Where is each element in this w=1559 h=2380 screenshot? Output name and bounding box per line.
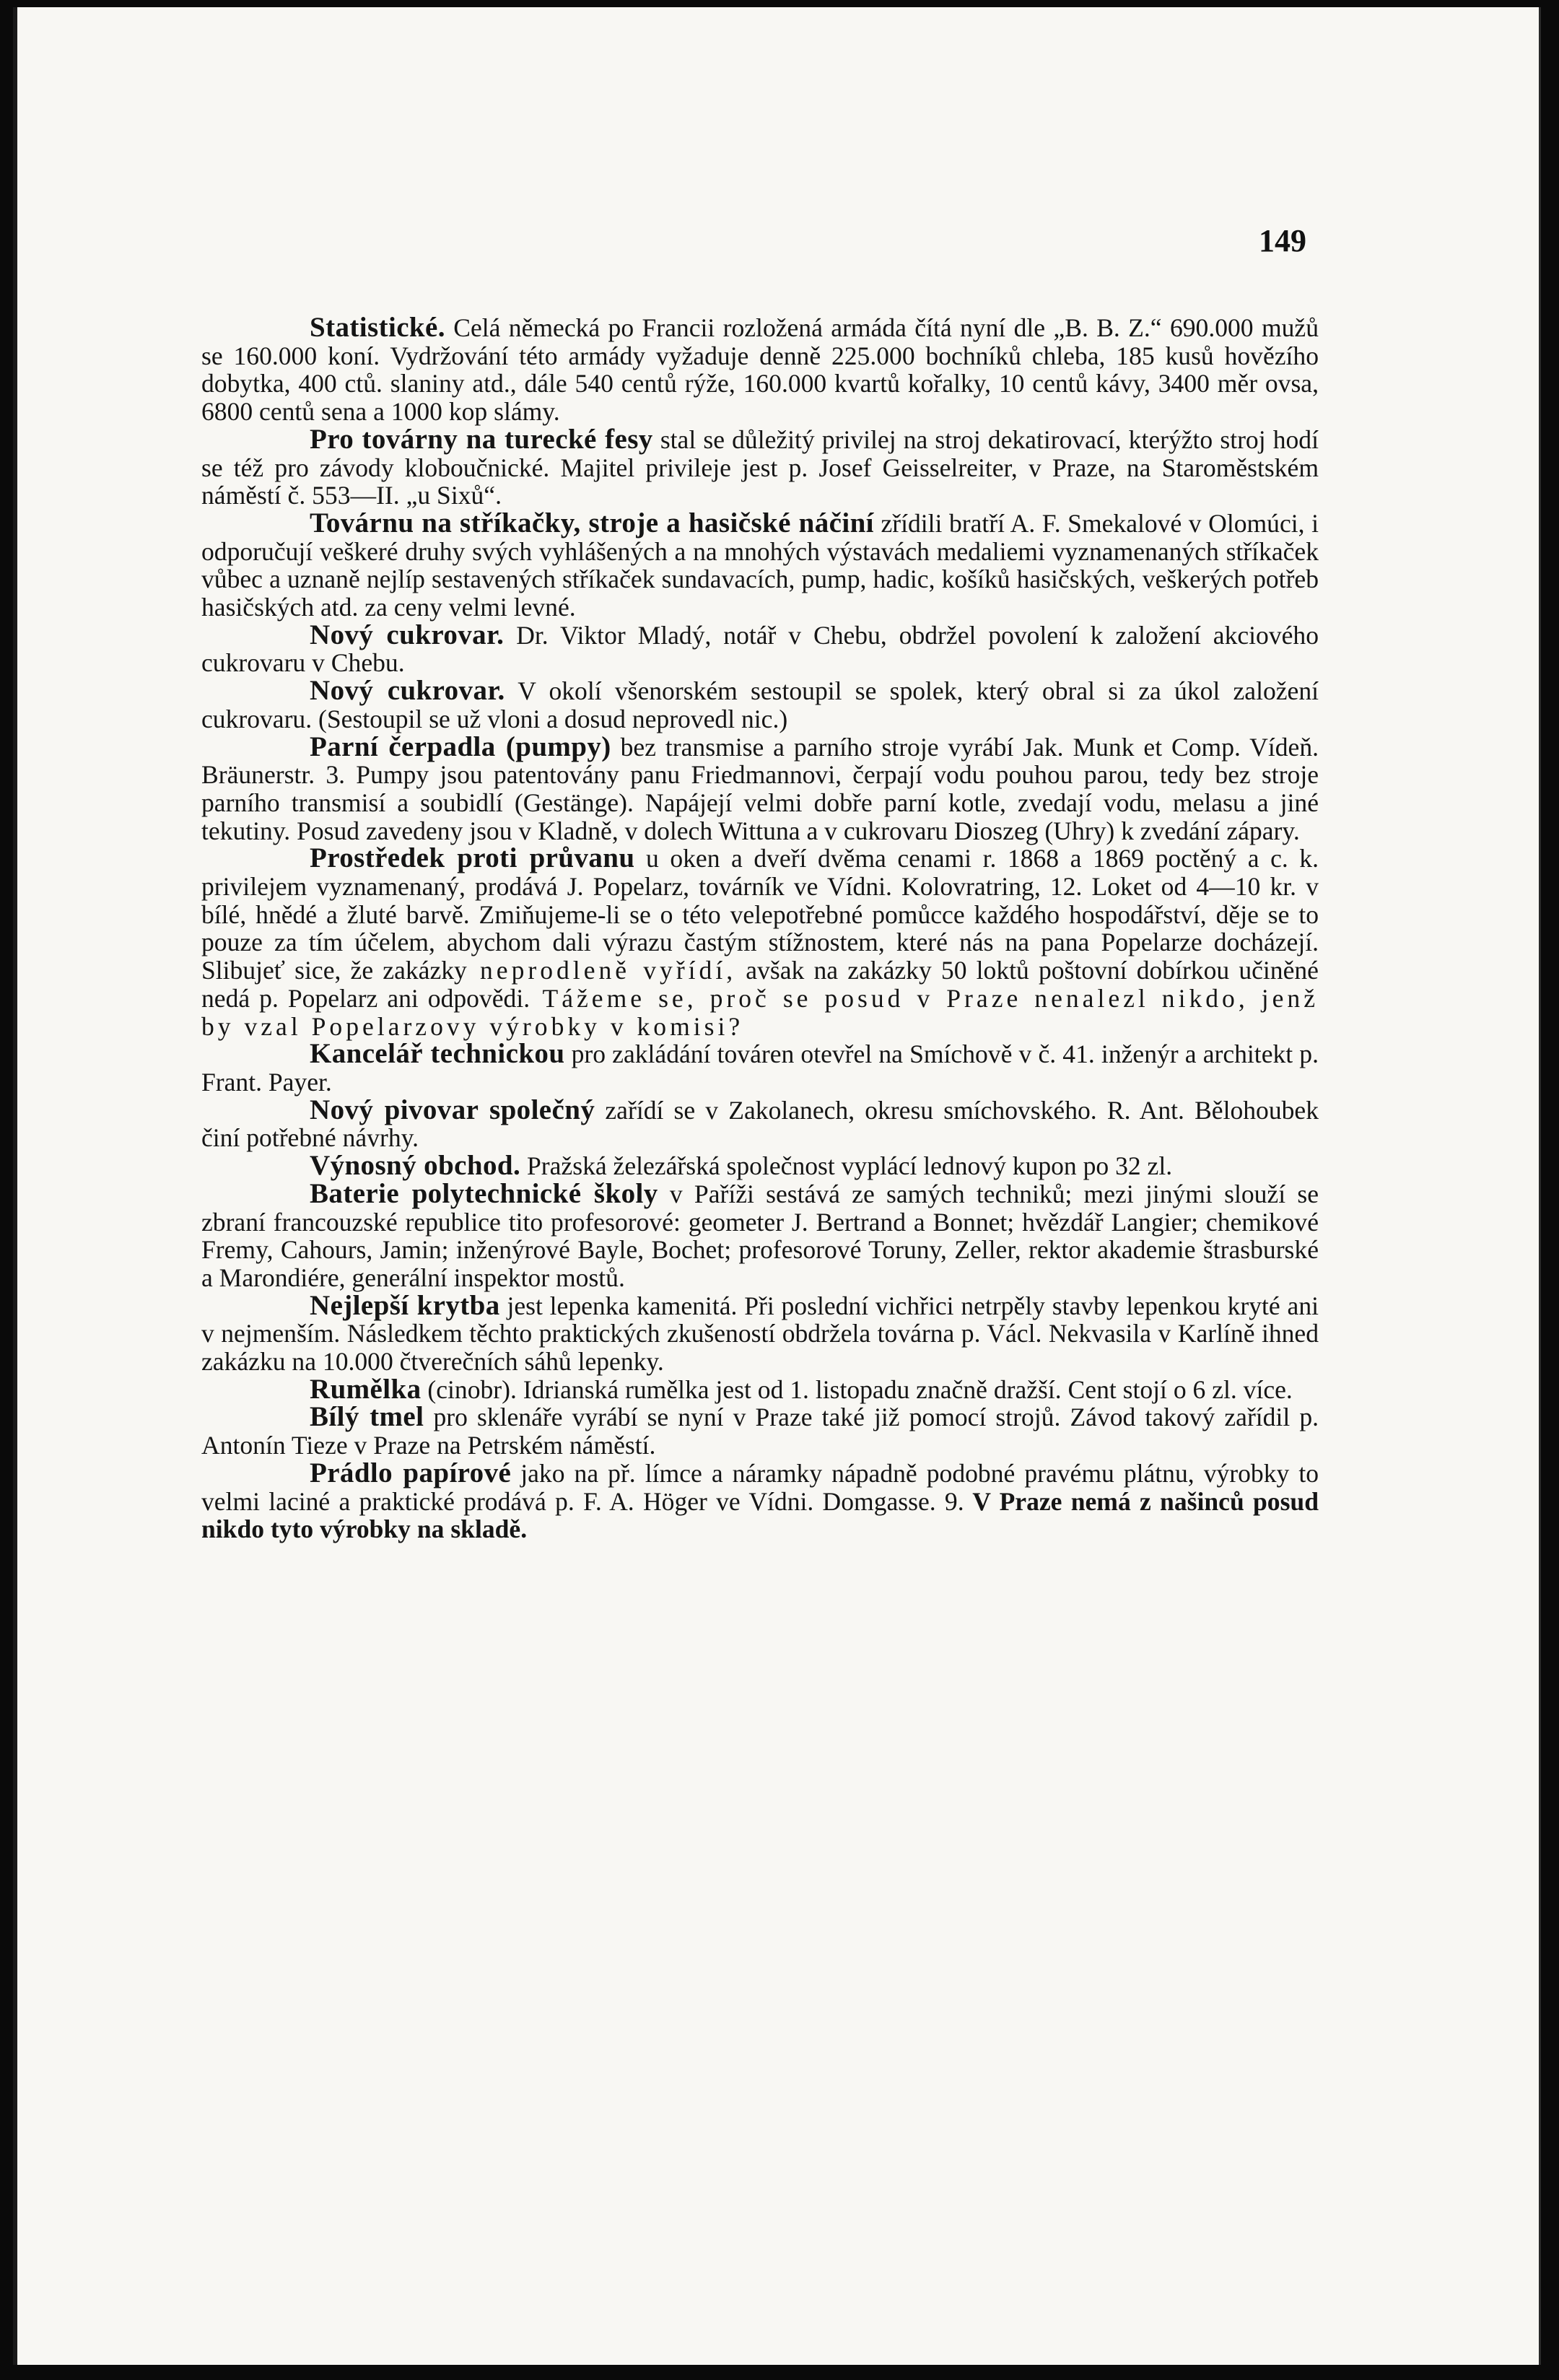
paragraph-text: pro sklenáře vyrábí se nyní v Praze také již pomocí strojů. Závod takový zařídil p. Antonín Tieze v Praze na Petrském náměstí. (201, 1403, 1319, 1460)
paragraph-text: jest lepenka kamenitá. Při poslední vichřici netrpěly stavby lepenkou kryté ani v nejmenším. Následkem těchto praktických zkušeností obdržela továrna p. Václ. Nekvasila v Karlíně ihned zakázku na 10.000 čtverečních sáhů lepenky. (201, 1291, 1319, 1377)
paragraph-text: zařídí se v Zakolanech, okresu smíchovského. R. Ant. Bělohoubek činí potřebné návrhy. (201, 1095, 1319, 1153)
paragraph-text: (cinobr). Idrianská rumělka jest od 1. listopadu značně dražší. Cent stojí o 6 zl. více. (421, 1374, 1293, 1404)
paragraph-spaced-text: neprodleně vyřídí, (466, 956, 737, 985)
paragraph-heading: Nejlepší krytba (310, 1289, 500, 1321)
article-body (201, 314, 1319, 1543)
paragraph-heading: Továrnu na stříkačky, stroje a hasičské náčiní (310, 507, 874, 539)
paragraph-text: stal se důležitý privilej na stroj dekatirovací, kterýžto stroj hodí se též pro závody kloboučnické. Majitel privileje jest p. Josef Geisselreiter, v Praze, na Staroměstském náměstí č. 553—II. „u Sixů“. (201, 424, 1319, 510)
paragraph-brewery (201, 1094, 1319, 1153)
paragraph-text: v Paříži sestává ze samých techniků; mezi jinými slouží se zbraní francouzské republice tito profesorové: geometer J. Bertrand a Bonnet; hvězdář Langier; chemikové Fremy, Cahours, Jamin; inženýrové Bayle, Bochet; profesorové Toruny, Zeller, rektor akademie štrasburské a Marondiére, generální inspektor mostů. (201, 1179, 1319, 1292)
paragraph-draught-excluder (201, 842, 1319, 1041)
paragraph-steam-pumps (201, 733, 1319, 845)
paragraph-fire-engines (201, 507, 1319, 622)
paragraph-sugar-factory-cheb (201, 619, 1319, 678)
paragraph-heading: Prostředek proti průvanu (310, 842, 635, 874)
paragraph-sugar-factory-vsenory (201, 677, 1319, 733)
paragraph-text: Dr. Viktor Mladý, notář v Chebu, obdržel povolení k založení akciového cukrovaru v Chebu. (201, 620, 1319, 678)
paragraph-roofing (201, 1289, 1319, 1377)
paragraph-technical-office (201, 1040, 1319, 1096)
paragraph-profitable-business (201, 1152, 1319, 1180)
paragraph-text: V okolí všenorském sestoupil se spolek, který obral si za úkol založení cukrovaru. (Sestoupil se už vloni a dosud neprovedl nic.) (201, 676, 1319, 733)
paragraph-heading: Parní čerpadla (pumpy) (310, 731, 611, 762)
paragraph-heading: Nový pivovar společný (310, 1094, 595, 1125)
paragraph-text: bez transmise a parního stroje vyrábí Jak. Munk et Comp. Vídeň. Bräunerstr. 3. Pumpy jsou patentovány panu Friedmannovi, čerpají vodu pouhou parou, tedy bez stroje parního transmisí a soubidlí (Gestänge). Napájejí velmi dobře parní kotle, zvedají vodu, melasu a jiné tekutiny. Posud zavedeny jsou v Kladně, v dolech Wittuna a v cukrovaru Dioszeg (Uhry) k zvedání zápary. (201, 732, 1319, 845)
paragraph-white-putty (201, 1403, 1319, 1459)
paragraph-heading: Rumělka (310, 1373, 422, 1405)
book-page (13, 7, 1541, 2365)
paragraph-bold-tail: V Praze nemá z našinců posud nikdo tyto výrobky na skladě. (201, 1486, 1319, 1544)
paragraph-statistics (201, 314, 1319, 426)
paragraph-heading: Prádlo papírové (310, 1457, 512, 1488)
paragraph-polytechnic-battery (201, 1177, 1319, 1292)
paragraph-heading: Statistické. (310, 312, 445, 343)
paragraph-heading: Nový cukrovar. (310, 675, 505, 707)
paragraph-heading: Baterie polytechnické školy (310, 1177, 658, 1209)
paragraph-text: jako na př. límce a náramky nápadně podobné pravému plátnu, výrobky to velmi laciné a praktické prodává p. F. A. Höger ve Vídni. Domgasse. 9. (201, 1458, 1319, 1516)
paragraph-heading: Kancelář technickou (310, 1038, 565, 1070)
paragraph-fez-factories (201, 423, 1319, 510)
page-number: 149 (1259, 223, 1306, 258)
paragraph-text: zřídili bratří A. F. Smekalové v Olomúci, i odporučují veškeré druhy svých vyhlášených a na mnohých výstavách medaliemi vyznamenaných stříkaček vůbec a uznaně nejlíp sestavených stříkaček sundavacích, pump, hadic, košíků hasičských, veškerých potřeb hasičských atd. za ceny velmi levné. (201, 508, 1319, 622)
paragraph-heading: Nový cukrovar. (310, 619, 505, 650)
paragraph-cinnabar (201, 1373, 1319, 1405)
paragraph-text-continued: avšak na zakázky 50 loktů poštovní dobírkou učiněné nedá p. Popelarz ani odpovědi. (201, 956, 1319, 1013)
paragraph-text: Pražská železářská společnost vyplácí lednový kupon po 32 zl. (520, 1151, 1173, 1181)
paragraph-paper-linen (201, 1457, 1319, 1544)
paragraph-heading: Výnosný obchod. (310, 1150, 521, 1182)
paragraph-text: u oken a dveří dvěma cenami r. 1868 a 1869 poctěný a c. k. privilejem vyznamenaný, prodává J. Popelarz, továrník ve Vídni. Kolovratring, 12. Loket od 4—10 kr. v bílé, hnědé a žluté barvě. Zmiňujeme-li se o této velepotřebné pomůcce každého hospodářství, děje se to pouze za tím účelem, abychom dali výrazu častým stížnostem, které nás na pana Popelarze docházejí. Slibujeť sice, že zakázky (201, 844, 1319, 985)
paragraph-text: Celá německá po Francii rozložená armáda čítá nyní dle „B. B. Z.“ 690.000 mužů se 160.000 koní. Vydržování této armády vyžaduje denně 225.000 bochníků chleba, 185 kusů hovězího dobytka, 400 ctů. slaniny atd., dále 540 centů rýže, 160.000 kvartů kořalky, 10 centů kávy, 3400 měr ovsa, 6800 centů sena a 1000 kop slámy. (201, 313, 1319, 427)
paragraph-heading: Pro továrny na turecké fesy (310, 423, 653, 455)
paragraph-spaced-question: Tážeme se, proč se posud v Praze nenalezl nikdo, jenž by vzal Popelarzovy výrobky v komisi? (201, 983, 1319, 1041)
paragraph-text: pro zakládání továren otevřel na Smíchově v č. 41. inženýr a architekt p. Frant. Payer. (201, 1039, 1319, 1097)
paragraph-heading: Bílý tmel (310, 1401, 424, 1433)
